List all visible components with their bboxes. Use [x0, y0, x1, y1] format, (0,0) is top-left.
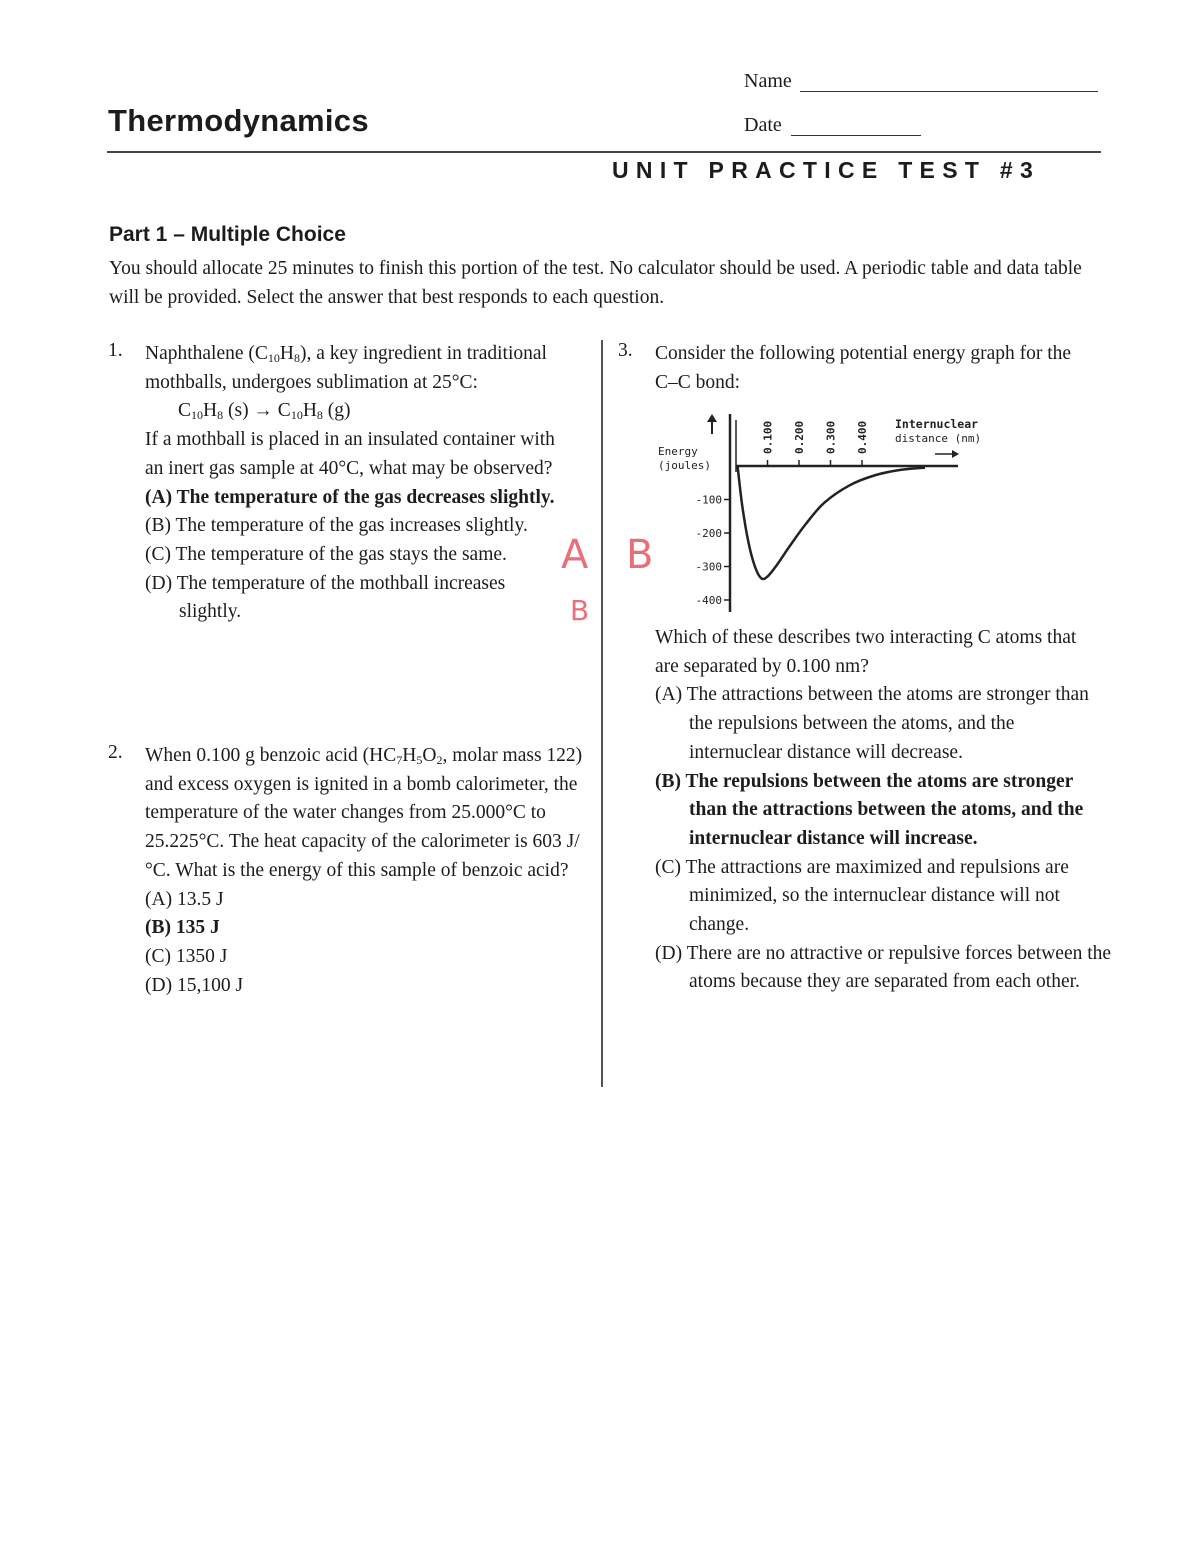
y-axis-label-line1: Energy: [658, 445, 698, 458]
question-prompt: If a mothball is placed in an insulated container with an inert gas sample at 40°C, what may be observed?: [145, 429, 555, 479]
instructions: You should allocate 25 minutes to finish this portion of the test. No calculator should be used. A periodic table and data table will be provided. Select the answer that best responds to each question.: [109, 258, 1082, 308]
question-prompt: When 0.100 g benzoic acid ($HC_7H_5O_2$, molar mass 122) and excess oxygen is ignited in a bomb calorimeter, the temperature of the water changes from 25.000°C to 25.225°C. The heat capacity of the calorimeter is 603 J/°C. What is the energy of this sample of benzoic acid?: [145, 745, 583, 881]
x-axis-arrow: [935, 450, 959, 458]
test-subtitle: UNIT PRACTICE TEST #3: [612, 157, 1041, 183]
part-title: Part 1 – Multiple Choice: [109, 223, 346, 246]
option-c[interactable]: (C) The attractions are maximized and repulsions are minimized, so the internuclear distance will not change.: [655, 856, 1069, 936]
name-label: Name: [744, 70, 792, 92]
date-field-line[interactable]: [791, 135, 921, 136]
page-title: Thermodynamics: [108, 103, 369, 138]
x-tick-label: 0.300: [824, 420, 838, 454]
x-axis-label-line2: distance (nm): [895, 432, 982, 445]
column-divider: [601, 340, 603, 1087]
option-a[interactable]: (A) The attractions between the atoms are stronger than the repulsions between the atoms, and the internuclear distance will decrease.: [655, 684, 1089, 763]
x-tick-label: 0.100: [761, 420, 775, 454]
y-tick-label: -200: [695, 527, 722, 540]
question-number: 2.: [108, 742, 123, 763]
header-divider: [107, 151, 1101, 153]
handwritten-mark-b: B: [626, 532, 654, 578]
date-label: Date: [744, 114, 782, 136]
x-axis-label-line1: Internuclear: [895, 417, 979, 431]
x-ticks: [762, 421, 870, 466]
option-c[interactable]: (C) The temperature of the gas stays the same.: [145, 543, 507, 565]
option-d[interactable]: (D) 15,100 J: [145, 974, 244, 996]
option-b[interactable]: (B) 135 J: [145, 917, 220, 939]
name-field-line[interactable]: [800, 91, 1098, 92]
x-tick-label: 0.400: [856, 420, 869, 454]
option-c[interactable]: (C) 1350 J: [145, 945, 228, 967]
option-d[interactable]: (D) There are no attractive or repulsive forces between the atoms because they are separated from each other.: [655, 942, 1112, 993]
y-ticks: [696, 494, 731, 608]
question-number: 1.: [108, 340, 123, 361]
y-axis-arrow: [707, 414, 717, 434]
question-prompt: Which of these describes two interacting C atoms that are separated by 0.100 nm?: [655, 627, 1077, 677]
x-tick-label: 0.200: [793, 420, 806, 454]
question-3-body: [655, 624, 1112, 997]
handwritten-mark-a: A: [561, 532, 589, 578]
option-b[interactable]: (B) The temperature of the gas increases slightly.: [145, 515, 528, 537]
y-axis-label-line2: (joules): [658, 459, 711, 472]
handwritten-mark-b: B: [570, 594, 590, 627]
question-number: 3.: [618, 340, 633, 361]
y-tick-label: -100: [695, 493, 722, 507]
question-intro: Consider the following potential energy graph for the C–C bond:: [655, 343, 1072, 393]
option-a[interactable]: (A) The temperature of the gas decreases slightly.: [145, 486, 555, 508]
y-tick-label: -300: [695, 560, 722, 574]
potential-energy-graph: [640, 400, 1020, 615]
option-a[interactable]: (A) 13.5 J: [145, 888, 224, 910]
potential-energy-curve: [738, 466, 925, 579]
question-intro: Naphthalene $(C_{10}H_8)$, a key ingredient in traditional mothballs, undergoes sublimation at 25°C:: [145, 343, 547, 393]
chemical-equation: $C_{10}H_8$ $(s) \to C_{10}H_8$ (g): [178, 400, 351, 423]
y-tick-label: -400: [695, 594, 722, 607]
option-d[interactable]: (D) The temperature of the mothball increases slightly.: [145, 572, 506, 623]
option-b[interactable]: (B) The repulsions between the atoms are stronger than the attractions between the atoms, and the internuclear distance will increase.: [655, 770, 1084, 849]
